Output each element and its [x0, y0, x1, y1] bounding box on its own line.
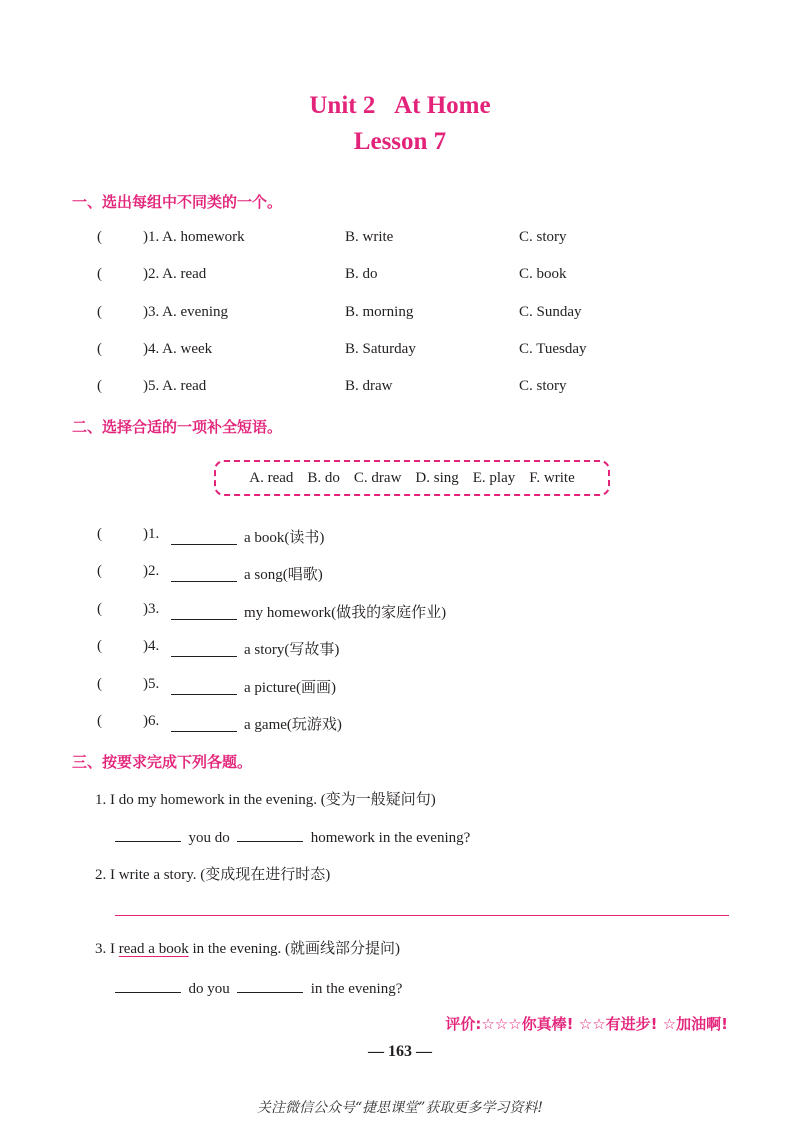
phrase-text: a book(读书) — [244, 530, 325, 546]
answer-paren[interactable]: ( — [97, 526, 102, 542]
answer-paren[interactable]: ( — [97, 304, 102, 320]
q3-text-b: in the evening? — [310, 981, 403, 997]
q1-blank-1[interactable] — [115, 825, 181, 842]
option-a: )5. A. read — [143, 378, 207, 394]
word-bank-option: F. write — [529, 469, 575, 486]
option-a: )3. A. evening — [143, 304, 228, 320]
phrase-number: )6. — [143, 713, 160, 729]
word-bank-option: A. read — [249, 469, 294, 486]
q3-post: in the evening. (就画线部分提问) — [188, 941, 400, 957]
lesson-title: Lesson 7 — [353, 128, 447, 155]
q3-prompt — [95, 937, 400, 958]
answer-paren[interactable]: ( — [97, 601, 102, 617]
option-a: )4. A. week — [143, 341, 213, 357]
unit-label: Unit 2 — [309, 92, 376, 119]
q2-answer-line[interactable] — [115, 915, 729, 916]
option-b: B. do — [345, 266, 378, 282]
answer-paren[interactable]: ( — [97, 638, 102, 654]
phrase-text: a story(写故事) — [244, 642, 340, 658]
option-c: C. book — [519, 266, 567, 282]
footer-note: 关注微信公众号“捷思课堂”获取更多学习资料! — [257, 1100, 543, 1116]
option-c: C. Tuesday — [519, 341, 587, 357]
q3-blank-1[interactable] — [115, 976, 181, 993]
section3-heading: 三、按要求完成下列各题。 — [72, 753, 253, 771]
phrase-blank[interactable] — [171, 678, 237, 695]
section1-heading: 一、选出每组中不同类的一个。 — [72, 193, 283, 211]
q3-text-a: do you — [188, 981, 230, 997]
phrase-blank[interactable] — [171, 528, 237, 545]
phrase-text: my homework(做我的家庭作业) — [244, 605, 447, 621]
phrase-number: )1. — [143, 526, 160, 542]
phrase-blank[interactable] — [171, 640, 237, 657]
option-b: B. draw — [345, 378, 393, 394]
option-b: B. write — [345, 229, 394, 245]
phrase-number: )5. — [143, 676, 160, 692]
phrase-number: )2. — [143, 563, 160, 579]
q3-underlined: read a book — [118, 941, 189, 957]
q1-text-b: homework in the evening? — [310, 830, 471, 846]
answer-paren[interactable]: ( — [97, 266, 102, 282]
q3-pre: 3. I — [95, 941, 119, 957]
option-b: B. Saturday — [345, 341, 416, 357]
option-c: C. story — [519, 229, 567, 245]
page-number: — 163 — — [368, 1043, 432, 1060]
phrase-blank[interactable] — [171, 565, 237, 582]
answer-paren[interactable]: ( — [97, 563, 102, 579]
phrase-number: )3. — [143, 601, 160, 617]
word-bank-option: E. play — [472, 469, 516, 486]
answer-paren[interactable]: ( — [97, 378, 102, 394]
q1-answer-line — [115, 825, 470, 847]
phrase-text: a game(玩游戏) — [244, 717, 342, 733]
option-b: B. morning — [345, 304, 414, 320]
word-bank-box — [214, 460, 610, 496]
answer-paren[interactable]: ( — [97, 229, 102, 245]
phrase-number: )4. — [143, 638, 160, 654]
option-a: )2. A. read — [143, 266, 207, 282]
q1-text-a: you do — [188, 830, 230, 846]
phrase-blank[interactable] — [171, 715, 237, 732]
unit-title — [0, 92, 800, 120]
word-bank-option: B. do — [307, 469, 340, 486]
phrase-text: a picture(画画) — [244, 680, 337, 696]
section2-heading: 二、选择合适的一项补全短语。 — [72, 418, 283, 436]
q1-blank-2[interactable] — [237, 825, 303, 842]
word-bank-option: D. sing — [415, 469, 459, 486]
answer-paren[interactable]: ( — [97, 341, 102, 357]
answer-paren[interactable]: ( — [97, 676, 102, 692]
rating-text: 评价:☆☆☆你真棒! ☆☆有进步! ☆加油啊! — [445, 1015, 728, 1033]
option-c: C. story — [519, 378, 567, 394]
q3-answer-line — [115, 976, 402, 998]
q3-blank-2[interactable] — [237, 976, 303, 993]
q1-prompt: 1. I do my homework in the evening. (变为一般疑问句) — [95, 792, 436, 808]
answer-paren[interactable]: ( — [97, 713, 102, 729]
unit-topic: At Home — [394, 92, 491, 119]
phrase-text: a song(唱歌) — [244, 567, 323, 583]
phrase-blank[interactable] — [171, 603, 237, 620]
option-a: )1. A. homework — [143, 229, 245, 245]
q2-prompt: 2. I write a story. (变成现在进行时态) — [95, 867, 331, 883]
word-bank-option: C. draw — [353, 469, 402, 486]
option-c: C. Sunday — [519, 304, 582, 320]
